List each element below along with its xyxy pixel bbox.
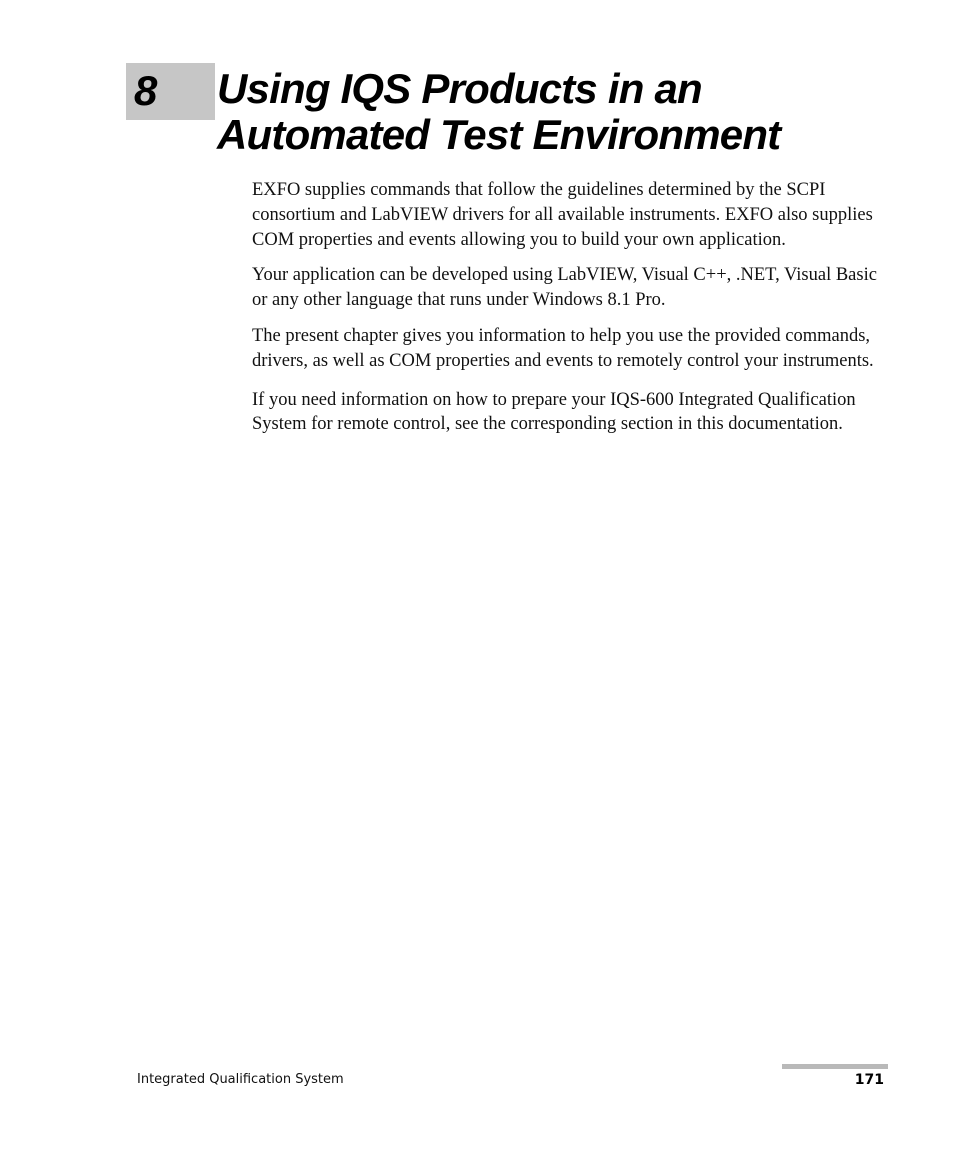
paragraph-intro: EXFO supplies commands that follow the guidelines determined by the SCPI consortium and LabVIEW drivers for all available instruments. EXFO also supplies COM properties and events allowing you to build your own application. [252, 180, 873, 250]
footer-rule [782, 1064, 888, 1069]
footer-product-name: Integrated Qualification System [137, 1072, 344, 1087]
chapter-number-box [126, 63, 215, 120]
paragraph-languages: Your application can be developed using LabVIEW, Visual C++, .NET, Visual Basic or any other language that runs under Windows 8.1 Pro. [252, 265, 877, 311]
chapter-title [217, 66, 917, 158]
chapter-title-line-2: Automated Test Environment [217, 111, 781, 158]
chapter-title-line-1: Using IQS Products in an [217, 65, 702, 112]
paragraph-chapter-scope: The present chapter gives you information to help you use the provided commands, drivers, as well as COM properties and events to remotely control your instruments. [252, 325, 874, 371]
paragraph-remote-control: If you need information on how to prepare your IQS-600 Integrated Qualification System for remote control, see the corresponding section in this documentation. [252, 389, 856, 435]
page-number: 171 [854, 1072, 884, 1088]
chapter-number: 8 [134, 67, 158, 114]
chapter-body [252, 178, 892, 448]
